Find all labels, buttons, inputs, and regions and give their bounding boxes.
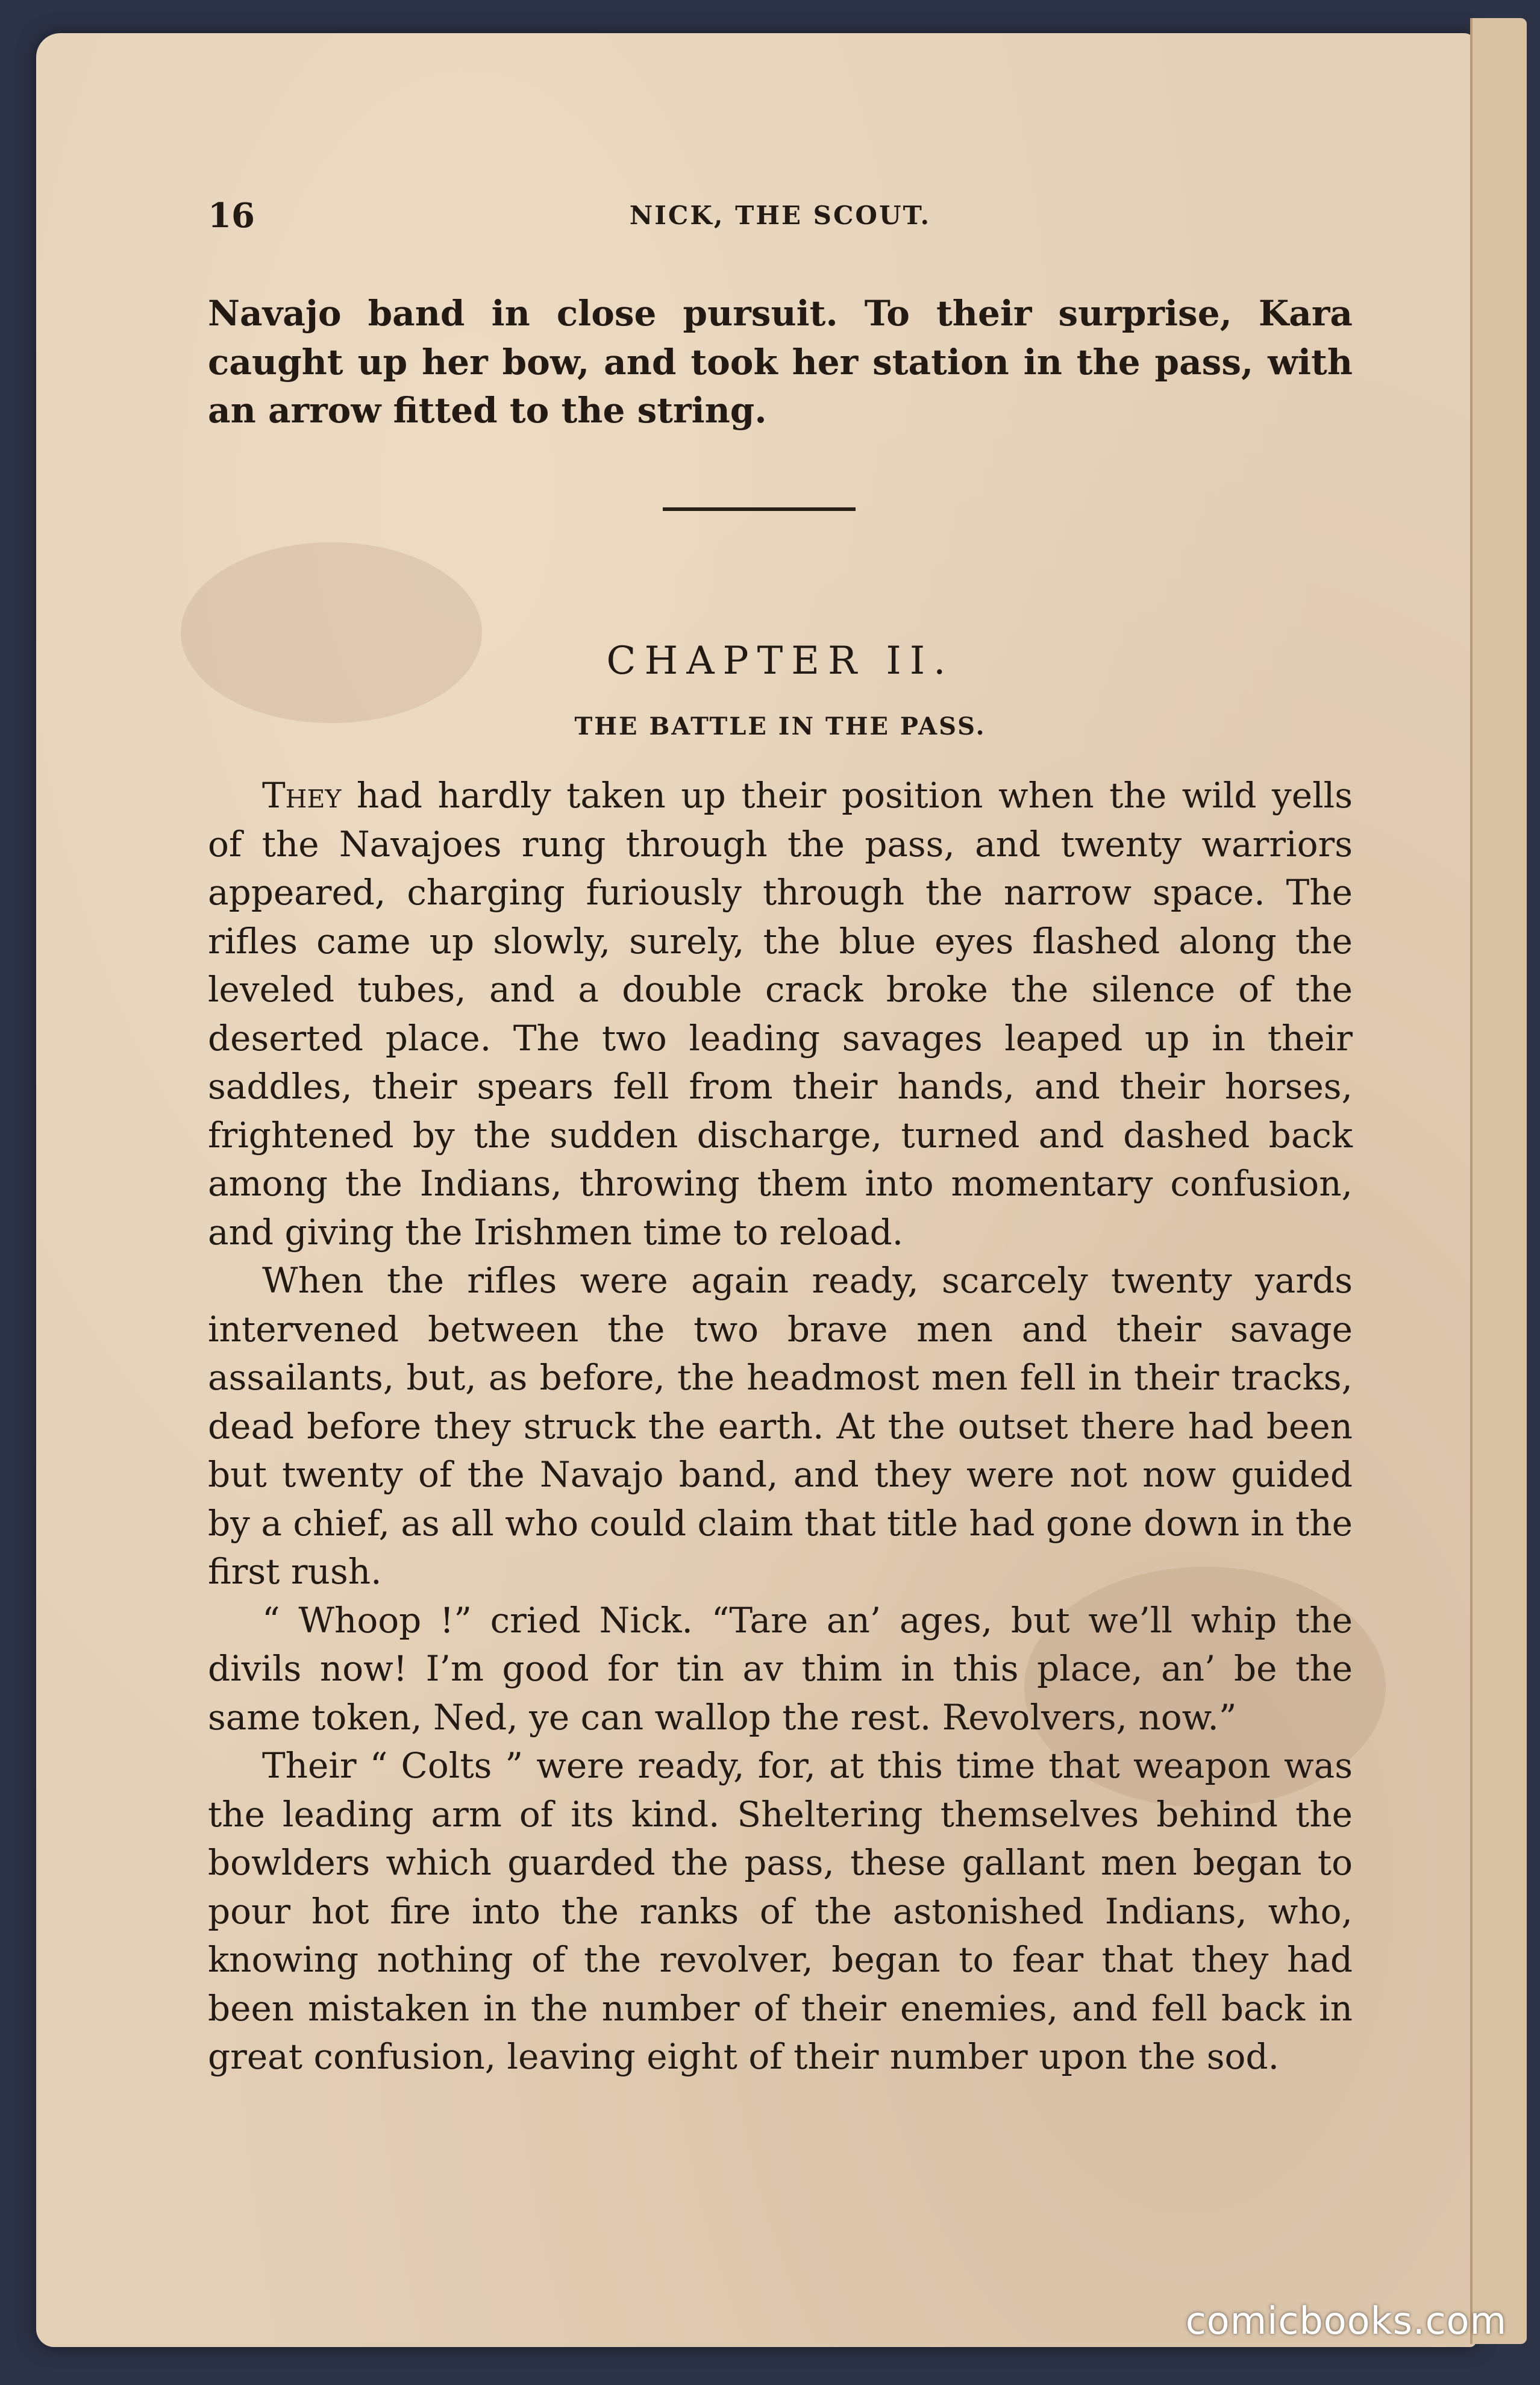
running-title: NICK, THE SCOUT. bbox=[629, 201, 931, 230]
body-paragraph bbox=[208, 1256, 1353, 1596]
paragraph-text: Their “ Colts ” were ready, for, at this time that weapon was the leading arm of its kind. Sheltering themselves behind the bowlders which guarded the pass, these gallant men began to pour hot fire into the ranks of the astonished Indians, who, knowing nothing of the revolver, began to fear that they had been mistaken in the number of their enemies, and fell back in great confusion, leaving eight of their number upon the sod. bbox=[208, 1745, 1353, 2077]
chapter-subtitle: THE BATTLE IN THE PASS. bbox=[574, 712, 986, 741]
paragraph-lead-word: They bbox=[262, 775, 342, 816]
continuation-paragraph: Navajo band in close pursuit. To their surprise, Kara caught up her bow, and took her station in the pass, with an arrow fitted to the string. bbox=[208, 293, 1353, 431]
body-paragraph bbox=[208, 1596, 1353, 1742]
page-edge bbox=[1470, 18, 1527, 2344]
page-header bbox=[208, 196, 1353, 244]
body-paragraph bbox=[208, 1741, 1353, 2081]
page-number: 16 bbox=[208, 196, 255, 236]
paragraph-text: “ Whoop !” cried Nick. “Tare an’ ages, but we’ll whip the divils now! I’m good for tin av thim in this place, an’ be the same token, Ned, ye can wallop the rest. Revolvers, now.” bbox=[208, 1599, 1353, 1738]
paper-stain bbox=[181, 542, 482, 723]
paragraph-text: When the rifles were again ready, scarcely twenty yards intervened between the two brave men and their savage assailants, but, as before, the headmost men fell in their tracks, dead before they struck the earth. At the outset there had been but twenty of the Navajo band, and they were not now guided by a chief, as all who could claim that title had gone down in the first rush. bbox=[208, 1260, 1353, 1592]
section-divider bbox=[663, 507, 856, 511]
paragraph-text: had hardly taken up their position when the wild yells of the Navajoes rung through the pass, and twenty warriors appeared, charging furiously through the narrow space. The rifles came up slowly, surely, the blue eyes flashed along the leveled tubes, and a double crack broke the silence of the deserted place. The two leading savages leaped up in their saddles, their spears fell from their hands, and their horses, frightened by the sudden discharge, turned and dashed back among the Indians, throwing them into momentary confusion, and giving the Irishmen time to reload. bbox=[208, 775, 1353, 1253]
chapter-title: CHAPTER II. bbox=[606, 639, 954, 683]
watermark: comicbooks.com bbox=[1185, 2299, 1507, 2343]
chapter-body bbox=[208, 771, 1353, 2081]
body-paragraph bbox=[208, 771, 1353, 1256]
